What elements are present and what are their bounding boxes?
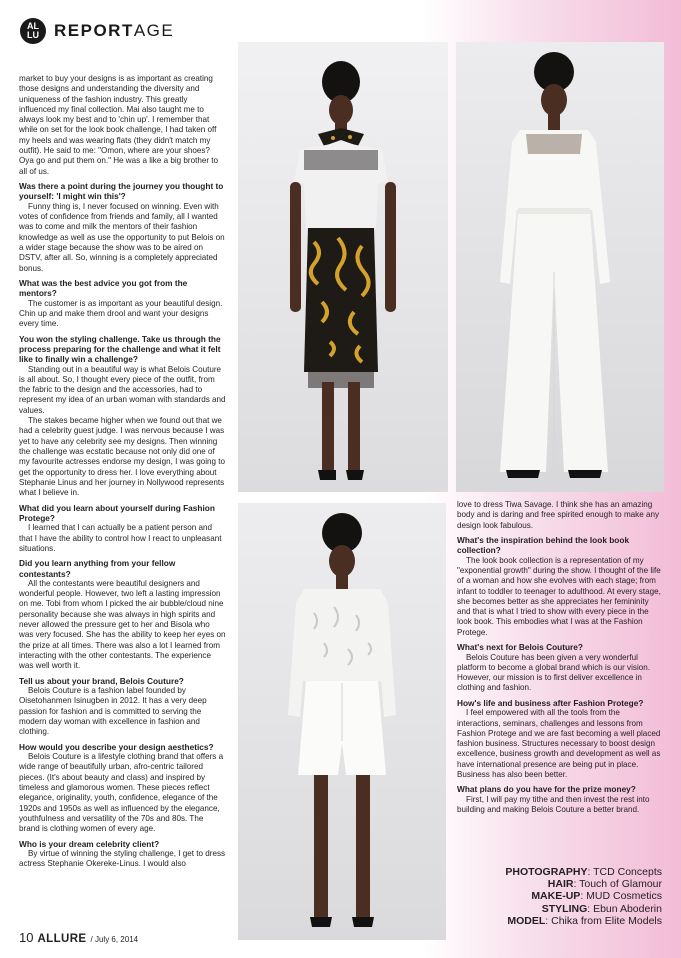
paragraph: love to dress Tiwa Savage. I think she has an amazing body and is daring and free spirited enough to make any design look fabulous. <box>457 500 660 530</box>
question: Who is your dream celebrity client? <box>19 838 160 849</box>
answer: First, I will pay my tithe and then invest the rest into building and making Belois Couture a better brand. <box>457 794 650 815</box>
answer: Belois Couture is a fashion label founded by Oisetohanmen Isinugben in 2012. It has a very deep passion for fashion and is committed to serving the modern day woman with excellence in fashion and clothing. <box>19 686 207 737</box>
issue-date: / July 6, 2014 <box>90 935 139 944</box>
answer: By virtue of winning the styling challenge, I get to dress actress Stephanie Okereke-Linus. I would also <box>19 848 226 869</box>
page-number: 10 <box>19 930 34 945</box>
question: What's the inspiration behind the look book collection? <box>457 535 630 556</box>
photo-model-patterned-skirt <box>238 42 448 492</box>
photo-model-lace-shorts <box>238 503 446 940</box>
answer: The customer is as important as your beautiful design. Chin up and make them drool and want your designs every time. <box>19 298 223 329</box>
question: How would you describe your design aesthetics? <box>19 741 214 752</box>
answer: The stakes became higher when we found out that we had a celebrity guest judge. I was nervous because I was yet to have any celebrity see my designs. Then winning the challenge was ecstatic because not only did one of my favourite actresses endorse my design, I was going to get the opportunity to dress her. I love everything about Stephanie Linus and her journey in Nollywood represents what I believe in. <box>19 416 226 498</box>
question: Tell us about your brand, Belois Couture? <box>19 675 184 686</box>
allure-logo: AL LU <box>20 18 46 44</box>
answer: The look book collection is a representation of my "exponential growth" during the show. I thought of the life of a woman and how she evolves with each stage; from infant to toddler to teenager to adulthood. At every stage, she becomes better as she appreciates her femininity and that is what I tried to show with every piece in the look book. This embodies what I was at the Fashion Protege. <box>457 555 661 637</box>
answer: Standing out in a beautiful way is what Belois Couture is all about. So, I thought every piece of the outfit, from the fabric to the design and the accessories, had to represent my idea of an urban woman with standards and values. <box>19 364 226 415</box>
section-title: REPORTAGE <box>54 21 175 40</box>
credit-hair: HAIR: Touch of Glamour <box>547 878 662 891</box>
article-column-right <box>457 500 664 820</box>
question: What's next for Belois Couture? <box>457 642 583 653</box>
question: What plans do you have for the prize money? <box>457 784 636 795</box>
photo-credits <box>505 866 662 927</box>
question: What did you learn about yourself during Fashion Protege? <box>19 502 215 523</box>
answer: Belois Couture has been given a very wonderful platform to become a global brand which is our vision. However, our mission is to first deliver excellence in clothing and fashion. <box>457 652 651 693</box>
question: Did you learn anything from your fellow contestants? <box>19 558 176 579</box>
credit-makeup: MAKE-UP: MUD Cosmetics <box>531 890 662 903</box>
credit-photography: PHOTOGRAPHY: TCD Concepts <box>505 866 662 878</box>
question: You won the styling challenge. Take us through the process preparing for the challenge and what it felt like to finally win a challenge? <box>19 333 221 365</box>
answer: Belois Couture is a lifestyle clothing brand that offers a wide range of beautifully urban, afro-centric tailored pieces. (It's about beauty and class) and inspired by timeless and glamorous women. These pieces reflect elegance, originality, youth, confidence, elegance of the 1920s and 1950s as well as influenced by the elegance, youthfulness and versatility of the 70s and 80s. The brand is clothing women of every age. <box>19 752 224 834</box>
page-footer <box>19 930 138 945</box>
question: What was the best advice you got from the mentors? <box>19 278 188 299</box>
answer: I learned that I can actually be a patient person and that I have the ability to control how I react to unpleasant situations. <box>19 523 222 553</box>
answer: Funny thing is, I never focused on winning. Even with votes of confidence from friends and family, all I wanted was to come and milk the mentors of their fashion knowledge as well as use the opportunity to put Belois on a wider stage because the show was to be aired on DSTV, after all. So, winning is a completely appreciated bonus. <box>19 201 225 273</box>
credit-styling: STYLING: Ebun Aboderin <box>541 902 662 915</box>
photo-model-white-jumpsuit <box>456 42 664 492</box>
credit-model: MODEL: Chika from Elite Models <box>507 914 662 927</box>
magazine-name: ALLURE <box>37 933 87 945</box>
article-column-left <box>19 74 226 874</box>
page-header <box>20 16 174 46</box>
paragraph: market to buy your designs is as important as creating those designs and understanding the diversity and uniqueness of the fashion industry. This greatly influenced my final collection. Mai also taught me to always look my best and to 'chin up'. I remember that while on set for the look book challenge, I had taken off my heels and was wearing flats (they didn't match my outfit). He said to me: "Omon, where are your shoes? Oya go and put them on." He was a like a big brother to all of us. <box>19 74 219 176</box>
question: Was there a point during the journey you thought to yourself: 'I might win this'? <box>19 181 224 202</box>
answer: All the contestants were beautiful designers and wonderful people. However, two left a lasting impression on me. Tobi from whom I picked the air bubble/cloud nine personality because she was always in high spirits and never allowed the pressure get to her and Bisola who was very focused. She has the ability to keep her eyes on the prize at all times. There was also a lot I learned from interacting with the other contestants. The experience was well worth it. <box>19 578 226 671</box>
answer: I feel empowered with all the tools from the interactions, seminars, challenges and lessons from Fashion Protege and we are fast becoming a well placed fashion business. Structures necessary to boost design excellence, business growth and development as well as have international presence are being put in place. Business has also been better. <box>457 708 661 779</box>
question: How's life and business after Fashion Protege? <box>457 697 644 708</box>
